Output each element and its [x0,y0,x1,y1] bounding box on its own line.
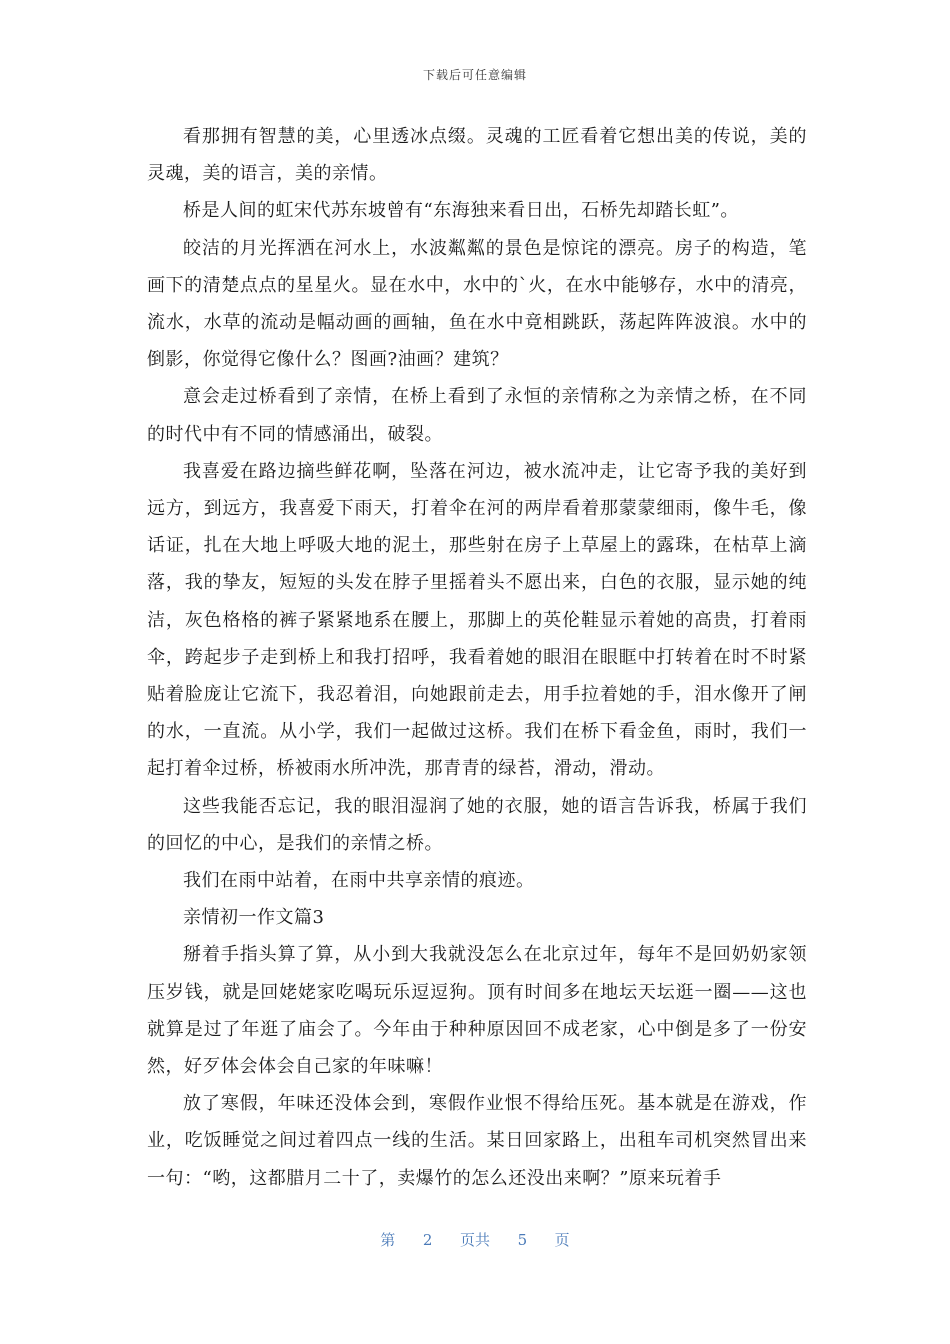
paragraph: 我们在雨中站着，在雨中共享亲情的痕迹。 [183,870,535,892]
footer-total-pages: 5 [517,1231,528,1249]
footer-suffix: 页 [554,1231,570,1249]
footer-page-number: 2 [422,1231,433,1249]
section-heading: 亲情初一作文篇3 [183,907,325,929]
paragraph: 意会走过桥看到了亲情，在桥上看到了永恒的亲情称之为亲情之桥，在不同的时代中有不同的情感涌出，破裂。 [147,386,807,445]
paragraph: 桥是人间的虹宋代苏东坡曾有“东海独来看日出，石桥先却踏长虹”。 [183,200,739,222]
paragraph: 这些我能否忘记，我的眼泪湿润了她的衣服，她的语言告诉我，桥属于我们的回忆的中心，是我们的亲情之桥。 [147,795,807,854]
paragraph: 皎洁的月光挥洒在河水上，水波粼粼的景色是惊诧的漂亮。房子的构造，笔画下的清楚点点的星星火。显在水中，水中的`火，在水中能够存，水中的清亮，流水，水草的流动是幅动画的画轴，鱼在水中竟相跳跃，荡起阵阵波浪。水中的倒影，你觉得它像什么？图画?油画？建筑？ [147,237,807,371]
paragraph: 掰着手指头算了算，从小到大我就没怎么在北京过年，每年不是回奶奶家领压岁钱，就是回姥姥家吃喝玩乐逗逗狗。顶有时间多在地坛天坛逛一圈——这也就算是过了年逛了庙会了。今年由于种种原因回不成老家，心中倒是多了一份安然，好歹体会体会自己家的年味嘛！ [147,944,807,1078]
page-header [0,66,950,83]
paragraph: 放了寒假，年味还没体会到，寒假作业恨不得给压死。基本就是在游戏，作业，吃饭睡觉之间过着四点一线的生活。某日回家路上，出租车司机突然冒出来一句：“哟，这都腊月二十了，卖爆竹的怎么还没出来啊？”原来玩着手 [147,1093,807,1189]
paragraph: 看那拥有智慧的美，心里透冰点缀。灵魂的工匠看着它想出美的传说，美的灵魂，美的语言，美的亲情。 [147,126,807,185]
page-footer [0,1229,950,1250]
document-body [147,118,807,1197]
paragraph: 我喜爱在路边摘些鲜花啊，坠落在河边，被水流冲走，让它寄予我的美好到远方，到远方，我喜爱下雨天，打着伞在河的两岸看着那蒙蒙细雨，像牛毛，像话证，扎在大地上呼吸大地的泥土，那些射在房子上草屋上的露珠，在枯草上滴落，我的挚友，短短的头发在脖子里摇着头不愿出来，白色的衣服，显示她的纯洁，灰色格格的裤子紧紧地系在腰上，那脚上的英伦鞋显示着她的高贵，打着雨伞，跨起步子走到桥上和我打招呼，我看着她的眼泪在眼眶中打转着在时不时紧贴着脸庞让它流下，我忍着泪，向她跟前走去，用手拉着她的手，泪水像开了闸的水，一直流。从小学，我们一起做过这桥。我们在桥下看金鱼，雨时，我们一起打着伞过桥，桥被雨水所冲洗，那青青的绿苔，滑动，滑动。 [147,460,807,780]
header-text: 下载后可任意编辑 [422,68,527,82]
footer-prefix: 第 [380,1231,396,1249]
footer-middle: 页共 [459,1231,490,1249]
